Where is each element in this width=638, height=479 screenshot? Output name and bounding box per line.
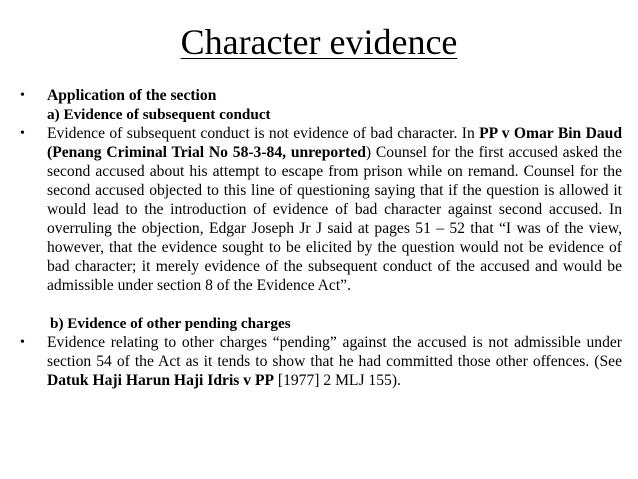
section-heading: Application of the section — [47, 87, 217, 104]
bullet-application — [20, 86, 622, 105]
spacer — [20, 295, 622, 314]
bullet-dot: • — [20, 88, 25, 103]
subheading-subsequent-conduct: a) Evidence of subsequent conduct — [47, 106, 271, 123]
paragraph-text: [1977] 2 MLJ 155). — [274, 372, 401, 389]
paragraph-text: ) Counsel for the first accused asked the second accused about his attempt to escape from prison while on remand. Counsel for the second accused objected to this line of questioning saying that if the question is allowed it would lead to the introduction of evidence of bad character against second accused. In overruling the objection, Edgar Joseph Jr J said at pages 51 – 52 that “I was of the view, however, that the evidence sought to be elicited by the question would not be evidence of bad character; it merely evidence of the subsequent conduct of the accused and would be admissible under section 8 of the Evidence Act”. — [47, 144, 622, 294]
subheading-pending-charges: b) Evidence of other pending charges — [50, 315, 291, 332]
paragraph-text: Evidence relating to other charges “pending” against the accused is not admissible under section 54 of the Act as it tends to show that he had committed those other offences. (See — [47, 334, 622, 370]
case-citation-omar-bin-daud: PP v Omar Bin Daud (Penang Criminal Trial No 58-3-84, unreported — [47, 125, 622, 161]
bullet-dot: • — [20, 335, 25, 350]
bullet-paragraph-subsequent-conduct — [20, 124, 622, 295]
slide-body — [20, 86, 622, 390]
case-citation-harun-idris: Datuk Haji Harun Haji Idris v PP — [47, 372, 274, 389]
slide-title: Character evidence — [180, 22, 458, 62]
bullet-paragraph-pending-charges — [20, 333, 622, 390]
bullet-dot: • — [20, 126, 25, 141]
paragraph-text: Evidence of subsequent conduct is not evidence of bad character. In — [47, 125, 480, 142]
